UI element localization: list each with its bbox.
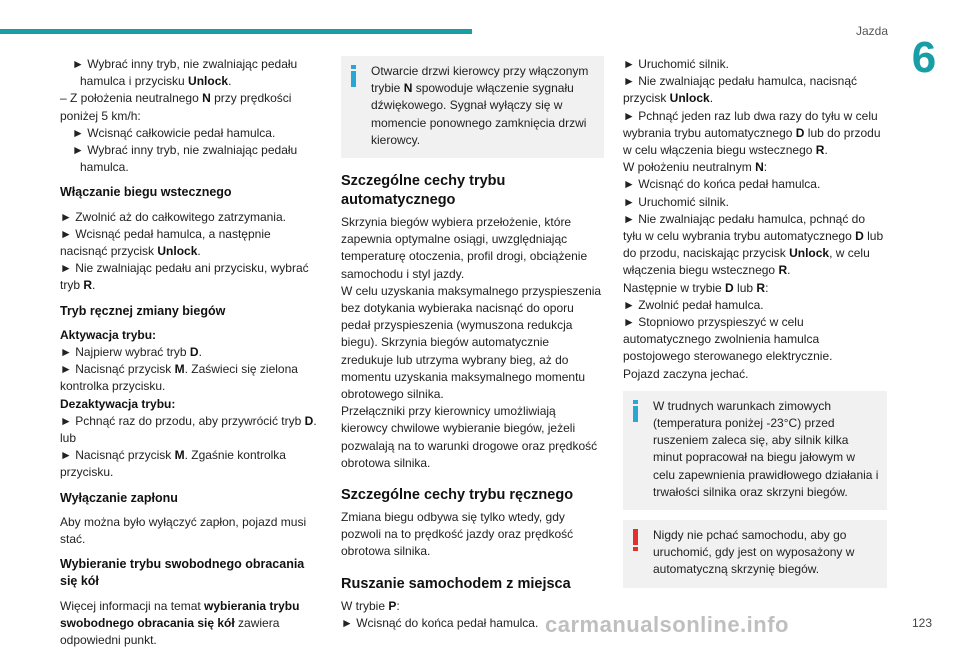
info-icon: [631, 400, 640, 422]
paragraph: ► Nacisnąć przycisk M. Zgaśnie kontrolka przycisku.: [60, 448, 286, 480]
paragraph: Przełączniki przy kierownicy umożliwiają kierowcy chwilowe wybieranie biegów, jeżeli pozwalają na to warunki drogowe oraz prędkość obrotowa silnika.: [341, 404, 598, 470]
info-text: W trudnych warunkach zimowych (temperatura poniżej -23°C) przed ruszeniem zaleca się, aby silnik kilka minut popracował na biegu jałowym w celu zapewnienia prawidłowego działania i trwałości silnika oraz skrzyni biegów.: [653, 398, 879, 499]
info-icon: [349, 65, 358, 87]
heading-manual-mode: Tryb ręcznej zmiany biegów: [60, 303, 226, 318]
column-2: [341, 56, 604, 632]
paragraph: Aby można było wyłączyć zapłon, pojazd musi stać.: [60, 514, 307, 547]
paragraph: Pojazd zaczyna jechać.: [623, 366, 749, 381]
paragraph: ► Wcisnąć całkowicie pedał hamulca.: [72, 125, 276, 140]
paragraph: W położeniu neutralnym N:: [623, 160, 768, 175]
paragraph: ► Stopniowo przyspieszyć w celu automatycznego zwolnienia hamulca postojowego sterowanego elektrycznie.: [623, 315, 833, 364]
paragraph: ► Wcisnąć do końca pedał hamulca.: [341, 615, 539, 630]
paragraph: W celu uzyskania maksymalnego przyspieszenia bez dotykania wybieraka nacisnąć do oporu pedał przyspieszenia (wymuszona redukcja biegu). Skrzynia biegów automatycznie zredukuje lub utrzyma wybrany bieg, aż do momentu uzyskania maksymalnego momentu obrotowego silnika.: [341, 283, 602, 402]
paragraph: ► Pchnąć raz do przodu, aby przywrócić tryb D.: [60, 413, 317, 428]
paragraph: lub: [60, 431, 77, 446]
paragraph: Zmiana biegu odbywa się tylko wtedy, gdy pozwoli na to prędkość jazdy oraz prędkość obrotowa silnika.: [341, 510, 574, 559]
info-text: Otwarcie drzwi kierowcy przy włączonym trybie N spowoduje włączenie sygnału dźwiękowego. Sygnał wyłączy się w momencie ponownego zamknięcia drzwi kierowcy.: [371, 64, 589, 147]
paragraph: ► Pchnąć jeden raz lub dwa razy do tyłu w celu wybrania trybu automatycznego D lub do przodu w celu włączenia biegu wstecznego R.: [623, 108, 881, 158]
paragraph: ► Nie zwalniając pedału hamulca, nacisnąć przycisk Unlock.: [623, 74, 857, 106]
paragraph: Następnie w trybie D lub R:: [623, 280, 769, 295]
heading-free-rotation: Wybieranie trybu swobodnego obracania się kół: [60, 557, 305, 589]
paragraph: ► Zwolnić aż do całkowitego zatrzymania.: [60, 209, 286, 224]
paragraph: ► Wcisnąć do końca pedał hamulca.: [623, 177, 821, 192]
column-3: [623, 56, 887, 588]
paragraph: ► Wybrać inny tryb, nie zwalniając pedału hamulca i przycisku Unlock.: [72, 57, 298, 89]
subheading: Dezaktywacja trybu:: [60, 396, 176, 411]
heading-reverse: Włączanie biegu wstecznego: [60, 185, 232, 200]
heading-ignition: Wyłączanie zapłonu: [60, 490, 178, 505]
page-number: 123: [911, 616, 932, 630]
paragraph: ► Uruchomić silnik.: [623, 57, 729, 71]
section-title: Jazda: [855, 24, 888, 38]
watermark: carmanualsonline.info: [545, 612, 789, 637]
heading-automatic-features: Szczególne cechy trybu automatycznego: [341, 173, 506, 209]
chapter-number: 6: [911, 33, 937, 82]
paragraph: – Z położenia neutralnego N przy prędkości poniżej 5 km/h:: [60, 91, 292, 123]
warning-icon: [631, 529, 640, 551]
subheading: Aktywacja trybu:: [60, 327, 157, 342]
paragraph: ► Wcisnąć pedał hamulca, a następnie nacisnąć przycisk Unlock.: [60, 226, 271, 259]
paragraph: ► Nacisnąć przycisk M. Zaświeci się zielona kontrolka przycisku.: [60, 362, 298, 394]
paragraph: ► Uruchomić silnik.: [623, 194, 729, 209]
column-1: [60, 56, 320, 649]
paragraph: W trybie P:: [341, 598, 400, 613]
paragraph: ► Nie zwalniając pedału hamulca, pchnąć do tyłu w celu wybrania trybu automatycznego D lub do przodu, naciskając przycisk Unlock, w celu włączenia biegu wstecznego R.: [623, 211, 884, 278]
paragraph: ► Wybrać inny tryb, nie zwalniając pedału hamulca.: [72, 143, 298, 175]
paragraph: ► Nie zwalniając pedału ani przycisku, wybrać tryb R.: [60, 261, 309, 293]
heading-manual-features: Szczególne cechy trybu ręcznego: [341, 487, 574, 504]
paragraph: ► Zwolnić pedał hamulca.: [623, 297, 764, 312]
info-box-winter: [623, 391, 887, 510]
warning-text: Nigdy nie pchać samochodu, aby go uruchomić, gdy jest on wyposażony w automatyczną skrzynię biegów.: [653, 528, 855, 577]
paragraph: Skrzynia biegów wybiera przełożenie, które zapewnia optymalne osiągi, uwzględniając temperaturę otoczenia, profil drogi, obciążenie samochodu i styl jazdy.: [341, 215, 588, 281]
paragraph: Więcej informacji na temat wybierania trybu swobodnego obracania się kół zawiera odpowiedni punkt.: [60, 598, 300, 648]
warning-box: [623, 520, 887, 588]
header-accent-bar: [0, 29, 472, 34]
heading-starting: Ruszanie samochodem z miejsca: [341, 575, 571, 592]
paragraph: ► Najpierw wybrać tryb D.: [60, 345, 202, 360]
info-box: [341, 56, 604, 158]
